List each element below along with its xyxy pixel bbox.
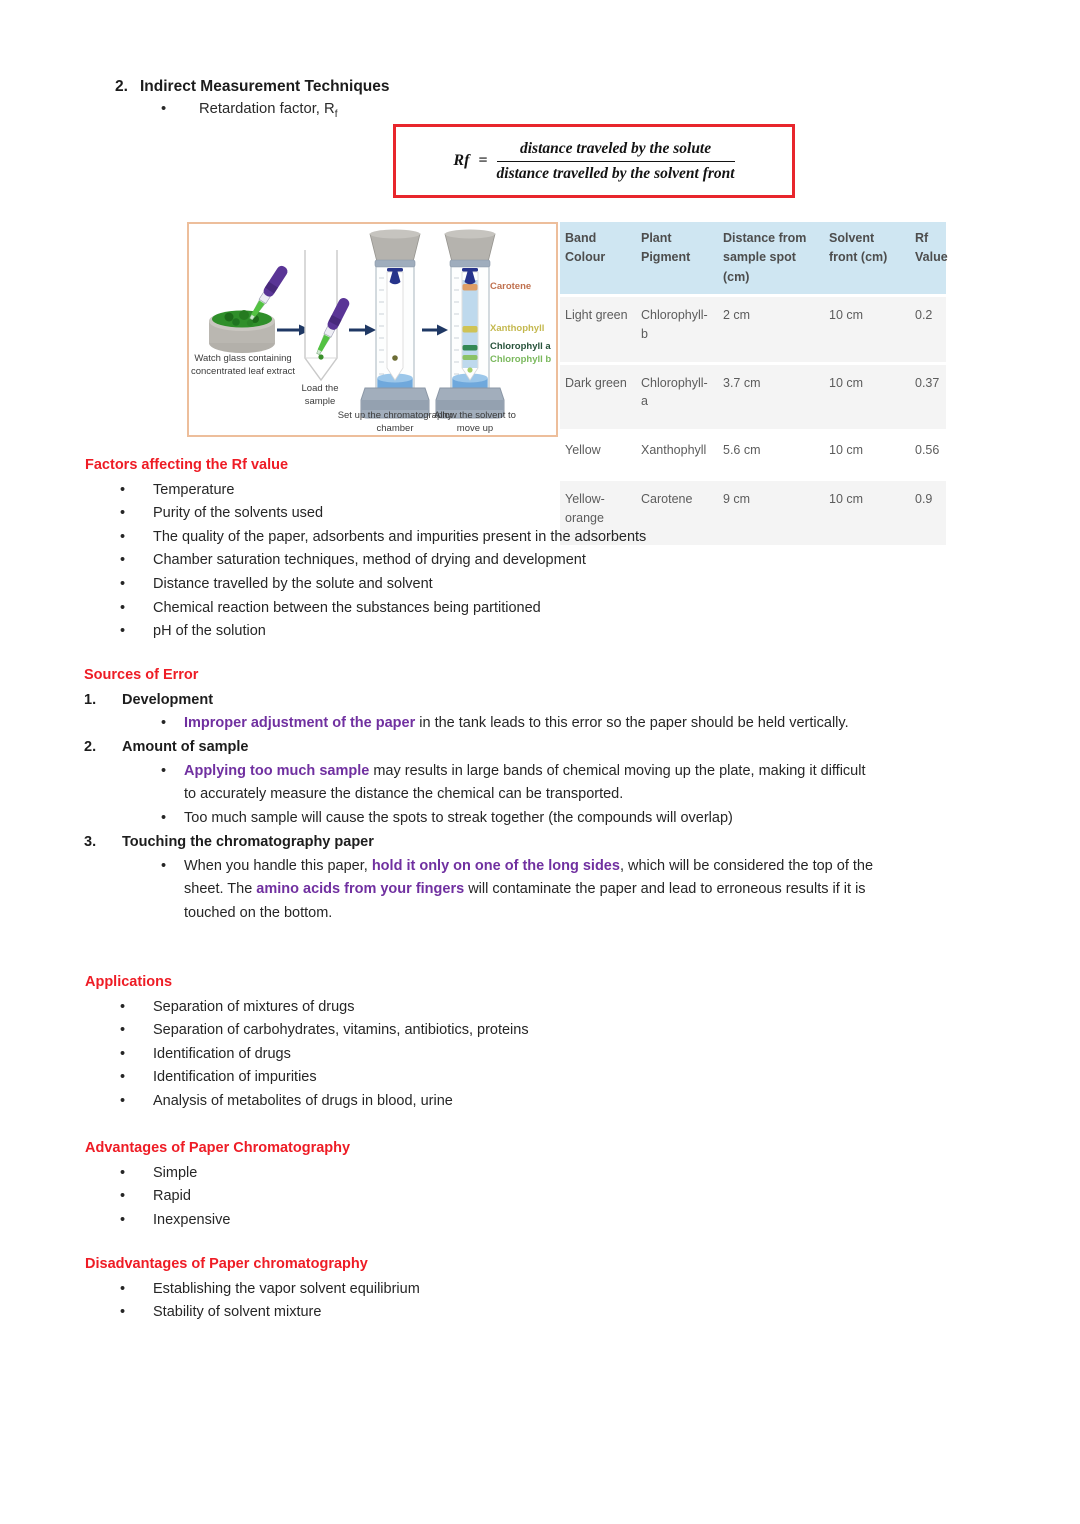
cell: 0.56 — [915, 443, 940, 458]
bullet-icon — [161, 855, 184, 926]
emphasis-text: Applying too much sample — [184, 762, 370, 779]
list-item: • Simple — [120, 1162, 350, 1186]
band-label-xanthophyll: Xanthophyll — [490, 323, 545, 334]
development-bullets — [84, 712, 874, 736]
table-header-row — [560, 222, 946, 296]
sources-of-error-section — [84, 664, 874, 926]
chromatography-chamber-1-graphic — [361, 230, 429, 419]
bullet-icon — [120, 1209, 153, 1233]
factors-section — [85, 454, 646, 644]
cell: 0.37 — [915, 375, 940, 390]
bullet-icon — [120, 1162, 153, 1186]
list-item: • Applying too much sample may results in large bands of chemical moving up the plate, making it difficult to accurately measure the distance the chemical can be transported. — [161, 760, 874, 807]
list-item: • Chemical reaction between the substances being partitioned — [120, 597, 646, 621]
list-item: • Improper adjustment of the paper in the tank leads to this error so the paper should be held vertically. — [161, 712, 874, 736]
cell: 0.2 — [915, 308, 933, 323]
list-item: • pH of the solution — [120, 620, 646, 644]
bullet-icon — [120, 526, 153, 550]
col-distance: Distance from sample spot (cm) — [718, 222, 824, 296]
cell: Light green — [565, 308, 628, 323]
disadvantages-title: Disadvantages of Paper chromatography — [85, 1256, 368, 1272]
list-item: • When you handle this paper, hold it only on one of the long sides, which will be considered the top of the sheet. The amino acids from your fingers will contaminate the paper and lead to erroneous results if it is touched on the bottom. — [161, 855, 874, 926]
caption-solvent-up: Allow the solvent to move up — [434, 410, 516, 434]
numbered-item-touching-paper: 3. Touching the chromatography paper — [84, 834, 374, 851]
bullet-icon — [120, 597, 153, 621]
touching-paper-bullets — [84, 855, 874, 926]
list-item: • Purity of the solvents used — [120, 502, 646, 526]
band-label-carotene: Carotene — [490, 281, 532, 292]
rf-formula-box — [393, 124, 795, 198]
bullet-icon — [120, 502, 153, 526]
bullet-icon — [161, 760, 184, 807]
emphasis-text: hold it only on one of the long sides — [371, 857, 620, 874]
cell: Chlorophyll-a — [641, 375, 708, 409]
bullet-icon — [161, 807, 184, 831]
col-solvent-front: Solvent front (cm) — [824, 222, 910, 296]
bullet-icon — [161, 712, 184, 736]
advantages-title: Advantages of Paper Chromatography — [85, 1140, 351, 1156]
table-row — [560, 296, 946, 364]
applications-list — [85, 996, 529, 1114]
list-item: • Identification of drugs — [120, 1043, 529, 1067]
list-item: • Analysis of metabolites of drugs in blood, urine — [120, 1090, 529, 1114]
list-item: • Stability of solvent mixture — [120, 1301, 420, 1325]
cell: 5.6 cm — [723, 443, 761, 458]
formula-denominator: distance travelled by the solvent front — [496, 164, 735, 182]
cell: 10 cm — [829, 375, 864, 390]
list-item: • Chamber saturation techniques, method of drying and development — [120, 549, 646, 573]
applications-section — [85, 971, 529, 1114]
bullet-icon — [120, 1066, 153, 1090]
cell: Yellow-orange — [565, 491, 605, 525]
formula-lhs: Rf — [453, 152, 470, 169]
cell: 9 cm — [723, 491, 751, 506]
dropper-1-graphic — [246, 264, 289, 322]
amount-of-sample-bullets — [84, 760, 874, 831]
bullet-icon — [120, 1185, 153, 1209]
list-item: • Temperature — [120, 479, 646, 503]
disadvantages-list — [85, 1278, 420, 1325]
cell: 10 cm — [829, 443, 864, 458]
cell: Xanthophyll — [641, 443, 707, 458]
caption-watch-glass: Watch glass containing concentrated leaf extract — [190, 353, 296, 377]
arrow-3 — [422, 325, 448, 336]
bullet-icon — [120, 1043, 153, 1067]
bullet-icon — [120, 1090, 153, 1114]
band-label-chlorophyll-b: Chlorophyll b — [490, 354, 552, 365]
applications-title: Applications — [85, 974, 173, 990]
factors-title: Factors affecting the Rf value — [85, 457, 289, 473]
sources-title: Sources of Error — [84, 667, 199, 683]
cell: Chlorophyll-b — [641, 308, 708, 341]
col-plant-pigment: Plant Pigment — [636, 222, 718, 296]
table-row — [560, 363, 946, 431]
emphasis-text: amino acids from your fingers — [256, 881, 465, 898]
list-item: • Separation of mixtures of drugs — [120, 996, 529, 1020]
section-title: Indirect Measurement Techniques — [140, 78, 390, 95]
col-band-colour: Band Colour — [560, 222, 636, 296]
caption-setup-chamber: Set up the chromatography chamber — [337, 410, 453, 434]
list-item: • Distance travelled by the solute and solvent — [120, 573, 646, 597]
formula-numerator: distance traveled by the solute — [497, 140, 735, 162]
bullet-icon — [120, 479, 153, 503]
bullet-icon — [120, 549, 153, 573]
rf-subscript: f — [334, 108, 338, 120]
list-item: • Establishing the vapor solvent equilibrium — [120, 1278, 420, 1302]
cell: Carotene — [641, 491, 693, 506]
list-item: • Separation of carbohydrates, vitamins, antibiotics, proteins — [120, 1019, 529, 1043]
formula-equals: = — [478, 152, 488, 169]
cell: Dark green — [565, 375, 627, 390]
factors-list — [85, 479, 646, 644]
retardation-factor-bullet — [161, 101, 338, 120]
cell: 0.9 — [915, 491, 933, 506]
watch-glass-graphic — [209, 310, 275, 353]
section-heading — [115, 78, 390, 96]
bullet-icon — [120, 620, 153, 644]
rf-formula — [453, 140, 734, 183]
col-rf-value: Rf Value — [910, 222, 946, 296]
list-item: • Rapid — [120, 1185, 350, 1209]
advantages-section — [85, 1137, 350, 1232]
cell: 10 cm — [829, 308, 864, 323]
band-label-chlorophyll-a: Chlorophyll a — [490, 341, 551, 352]
emphasis-text: Improper adjustment of the paper — [184, 715, 416, 732]
bullet-icon — [120, 996, 153, 1020]
cell: 3.7 cm — [723, 375, 761, 390]
numbered-item-development: 1. Development — [84, 691, 214, 708]
advantages-list — [85, 1162, 350, 1233]
bullet-icon — [120, 573, 153, 597]
cell: 2 cm — [723, 308, 751, 323]
caption-load-sample: Load the sample — [301, 383, 339, 407]
list-item: • Identification of impurities — [120, 1066, 529, 1090]
bullet-icon — [120, 1278, 153, 1302]
chromatography-procedure-figure — [187, 222, 558, 437]
list-item: • The quality of the paper, adsorbents and impurities present in the adsorbents — [120, 526, 646, 550]
section-number: 2. — [115, 78, 128, 95]
bullet-icon — [120, 1019, 153, 1043]
bullet-icon — [120, 1301, 153, 1325]
retardation-factor-text: Retardation factor, $R_f$ — [199, 101, 338, 120]
cell: Yellow — [565, 443, 601, 458]
numbered-item-amount-of-sample: 2. Amount of sample — [84, 739, 249, 756]
list-item: • Inexpensive — [120, 1209, 350, 1233]
list-item: • Too much sample will cause the spots to streak together (the compounds will overlap) — [161, 807, 874, 831]
disadvantages-section — [85, 1253, 420, 1325]
formula-fraction — [497, 140, 735, 183]
arrow-2 — [349, 325, 376, 336]
bullet-icon: • — [161, 101, 167, 117]
cell: 10 cm — [829, 491, 864, 506]
